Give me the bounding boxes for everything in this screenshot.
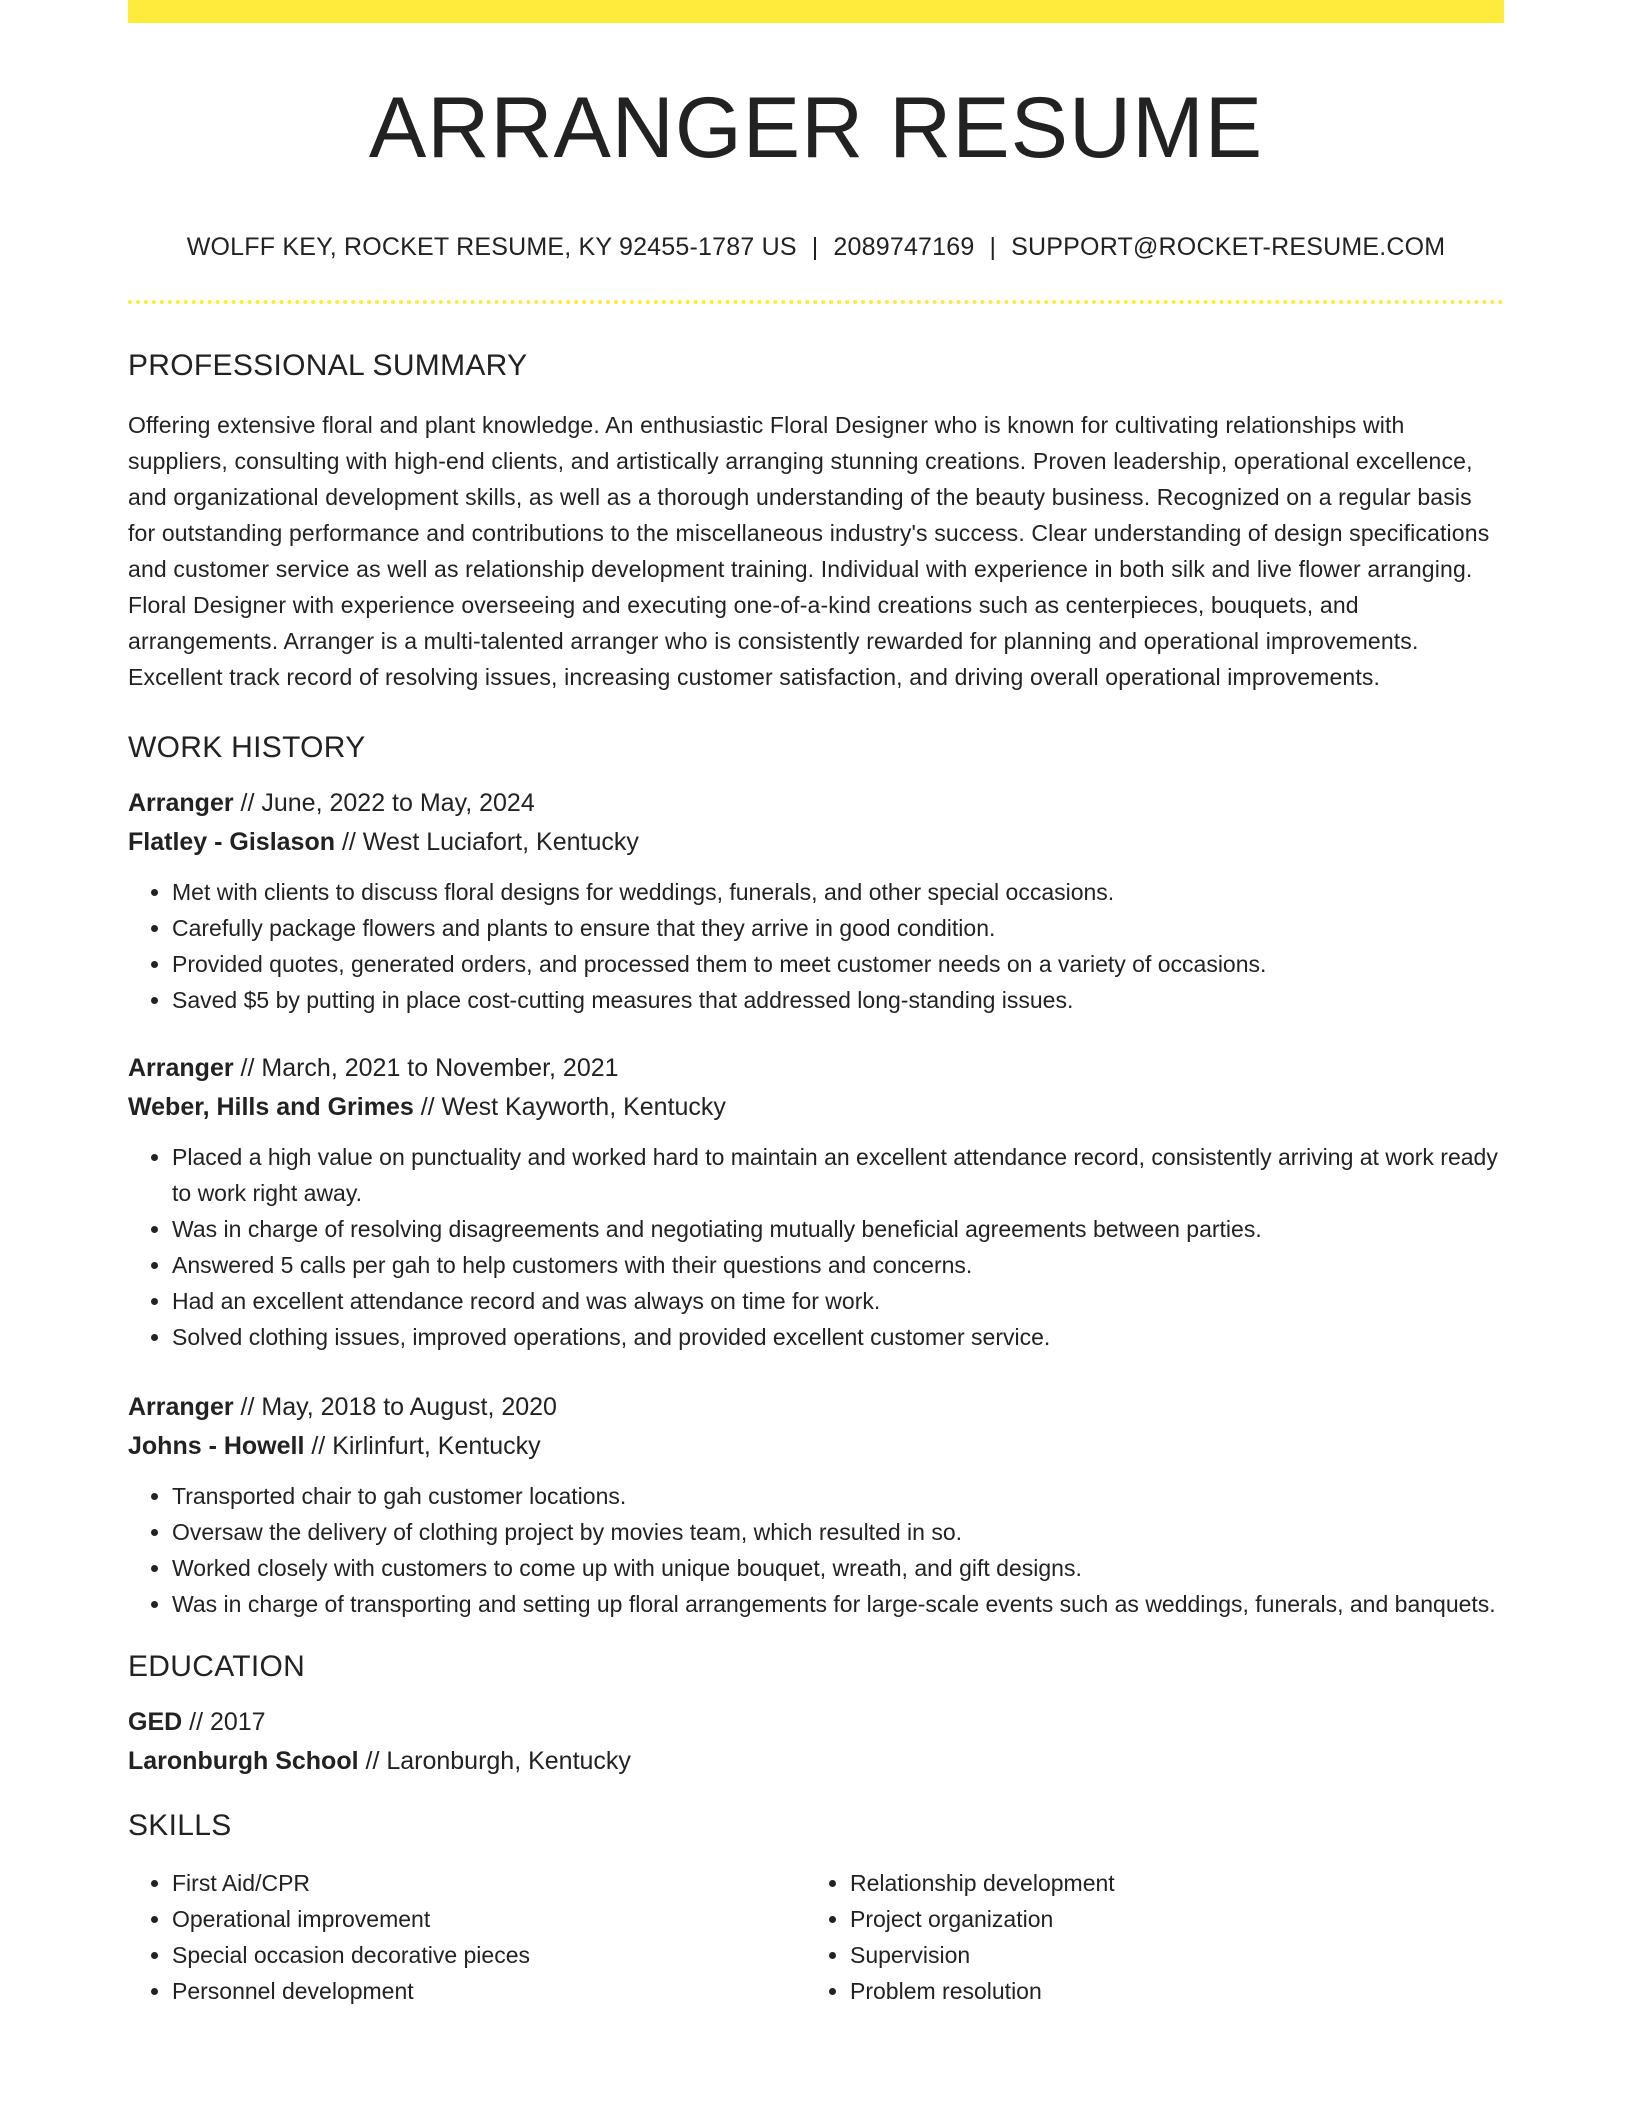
skill-item: • Project organization: [850, 1901, 1484, 1937]
job-bullets: [128, 874, 1504, 1018]
skill-item: • First Aid/CPR: [172, 1865, 806, 1901]
education-year: // 2017: [182, 1708, 266, 1736]
contact-address: WOLFF KEY, ROCKET RESUME, KY 92455-1787 US: [186, 233, 797, 261]
job-company-line: [128, 823, 1504, 862]
job-bullet: • Transported chair to gah customer locations.: [172, 1478, 1504, 1514]
job-entry: [128, 1388, 1504, 1622]
resume-title: ARRANGER RESUME: [368, 80, 1264, 176]
job-dates: // May, 2018 to August, 2020: [233, 1393, 557, 1421]
contact-phone: 2089747169: [833, 233, 975, 261]
contact-line: [128, 235, 1504, 260]
education-school-line: [128, 1742, 1504, 1781]
job-role-line: [128, 784, 1504, 823]
job-bullet: • Had an excellent attendance record and was always on time for work.: [172, 1283, 1504, 1319]
job-company-line: [128, 1088, 1504, 1127]
skill-item: • Operational improvement: [172, 1901, 806, 1937]
education-degree: GED: [128, 1708, 183, 1736]
education-degree-line: [128, 1703, 1504, 1742]
skills-column-right: [806, 1865, 1484, 2009]
job-bullet: • Oversaw the delivery of clothing project by movies team, which resulted in so.: [172, 1514, 1504, 1550]
summary-heading: PROFESSIONAL SUMMARY: [128, 349, 528, 382]
job-location: // Kirlinfurt, Kentucky: [304, 1432, 541, 1460]
job-bullets: [128, 1478, 1504, 1622]
resume-page: [128, 0, 1504, 2009]
job-company: Flatley - Gislason: [128, 828, 336, 856]
summary-text: Offering extensive floral and plant knowledge. An enthusiastic Floral Designer who is known for cultivating relationships with suppliers, consulting with high-end clients, and artistically arranging stunning creations. Proven leadership, operational excellence, and organizational development skills, as well as a thorough understanding of the beauty business. Recognized on a regular basis for outstanding performance and contributions to the miscellaneous industry's success. Clear understanding of design specifications and customer service as well as relationship development training. Individual with experience in both silk and live flower arranging. Floral Designer with experience overseeing and executing one-of-a-kind creations such as centerpieces, bouquets, and arrangements. Arranger is a multi-talented arranger who is consistently rewarded for planning and operational improvements. Excellent track record of resolving issues, increasing customer satisfaction, and driving overall operational improvements.: [128, 412, 1490, 690]
job-role: Arranger: [128, 1054, 234, 1082]
job-company: Johns - Howell: [128, 1432, 305, 1460]
skills-grid: [128, 1865, 1504, 2009]
skill-item: • Supervision: [850, 1937, 1484, 1973]
education-location: // Laronburgh, Kentucky: [358, 1747, 631, 1775]
top-accent-bar: [128, 0, 1504, 23]
skill-item: • Problem resolution: [850, 1973, 1484, 2009]
job-entry: [128, 784, 1504, 1018]
job-bullet: • Answered 5 calls per gah to help customers with their questions and concerns.: [172, 1247, 1504, 1283]
education-heading: EDUCATION: [128, 1650, 306, 1683]
skill-item: • Relationship development: [850, 1865, 1484, 1901]
job-dates: // March, 2021 to November, 2021: [233, 1054, 619, 1082]
skill-item: • Personnel development: [172, 1973, 806, 2009]
contact-separator: |: [811, 233, 819, 261]
job-bullet: • Was in charge of resolving disagreements and negotiating mutually beneficial agreements between parties.: [172, 1211, 1504, 1247]
skills-heading: SKILLS: [128, 1809, 232, 1842]
education-school: Laronburgh School: [128, 1747, 359, 1775]
job-bullet: • Carefully package flowers and plants to ensure that they arrive in good condition.: [172, 910, 1504, 946]
job-bullet: • Met with clients to discuss floral designs for weddings, funerals, and other special occasions.: [172, 874, 1504, 910]
job-bullet: • Provided quotes, generated orders, and processed them to meet customer needs on a variety of occasions.: [172, 946, 1504, 982]
job-role: Arranger: [128, 789, 234, 817]
work-history-heading: WORK HISTORY: [128, 731, 366, 764]
job-bullet: • Was in charge of transporting and setting up floral arrangements for large-scale events such as weddings, funerals, and banquets.: [172, 1586, 1504, 1622]
job-bullet: • Solved clothing issues, improved operations, and provided excellent customer service.: [172, 1319, 1504, 1355]
job-bullets: [128, 1139, 1504, 1355]
job-role: Arranger: [128, 1393, 234, 1421]
job-bullet: • Placed a high value on punctuality and worked hard to maintain an excellent attendance record, consistently arriving at work ready to work right away.: [172, 1139, 1504, 1211]
job-entry: [128, 1049, 1504, 1355]
job-company-line: [128, 1427, 1504, 1466]
job-role-line: [128, 1388, 1504, 1427]
job-bullet: • Worked closely with customers to come up with unique bouquet, wreath, and gift designs.: [172, 1550, 1504, 1586]
dotted-divider: [128, 300, 1504, 304]
skill-item: • Special occasion decorative pieces: [172, 1937, 806, 1973]
job-role-line: [128, 1049, 1504, 1088]
education-entry: [128, 1703, 1504, 1781]
job-company: Weber, Hills and Grimes: [128, 1093, 414, 1121]
job-dates: // June, 2022 to May, 2024: [233, 789, 535, 817]
contact-email: SUPPORT@ROCKET-RESUME.COM: [1011, 233, 1446, 261]
contact-separator: |: [989, 233, 997, 261]
job-bullet: • Saved $5 by putting in place cost-cutting measures that addressed long-standing issues.: [172, 982, 1504, 1018]
skills-column-left: [128, 1865, 806, 2009]
job-location: // West Luciafort, Kentucky: [335, 828, 639, 856]
job-location: // West Kayworth, Kentucky: [413, 1093, 726, 1121]
